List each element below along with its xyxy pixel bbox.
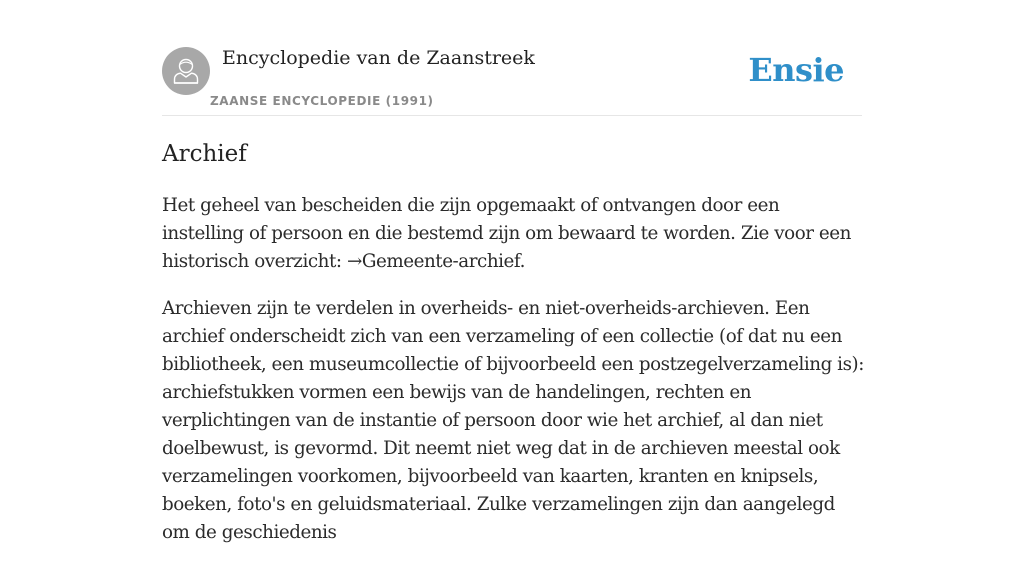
- gemeente-archief-link-label: Gemeente-archief: [361, 251, 520, 272]
- article-title: Archief: [162, 141, 247, 167]
- cross-reference-arrow-icon: →: [346, 251, 362, 272]
- gemeente-archief-link[interactable]: [347, 251, 520, 272]
- user-icon: [162, 47, 210, 95]
- article-body: [162, 192, 865, 566]
- source-title[interactable]: Encyclopedie van de Zaanstreek: [222, 47, 535, 69]
- paragraph-1-end: .: [519, 251, 525, 272]
- article-paragraph-1: [162, 192, 865, 276]
- paragraph-1-text: Het geheel van bescheiden die zijn opgemaakt of ontvangen door een instelling of persoon en die bestemd zijn om bewaard te worden. Zie voor een historisch overzicht:: [162, 195, 851, 272]
- ensie-logo[interactable]: Ensie: [748, 51, 844, 89]
- source-avatar[interactable]: [162, 47, 210, 95]
- source-subtitle: ZAANSE ENCYCLOPEDIE (1991): [210, 94, 434, 108]
- source-header: [162, 46, 862, 116]
- article-paragraph-2: Archieven zijn te verdelen in overheids- en niet-overheids-archieven. Een archief onderscheidt zich van een verzameling of een collectie (of dat nu een bibliotheek, een museumcollectie of bijvoorbeeld een postzegelverzameling is): archiefstukken vormen een bewijs van de handelingen, rechten en verplichtingen van de instantie of persoon door wie het archief, al dan niet doelbewust, is gevormd. Dit neemt niet weg dat in de archieven meestal ook verzamelingen voorkomen, bijvoorbeeld van kaarten, kranten en knipsels, boeken, foto's en geluidsmateriaal. Zulke verzamelingen zijn dan aangelegd om de geschiedenis: [162, 298, 864, 543]
